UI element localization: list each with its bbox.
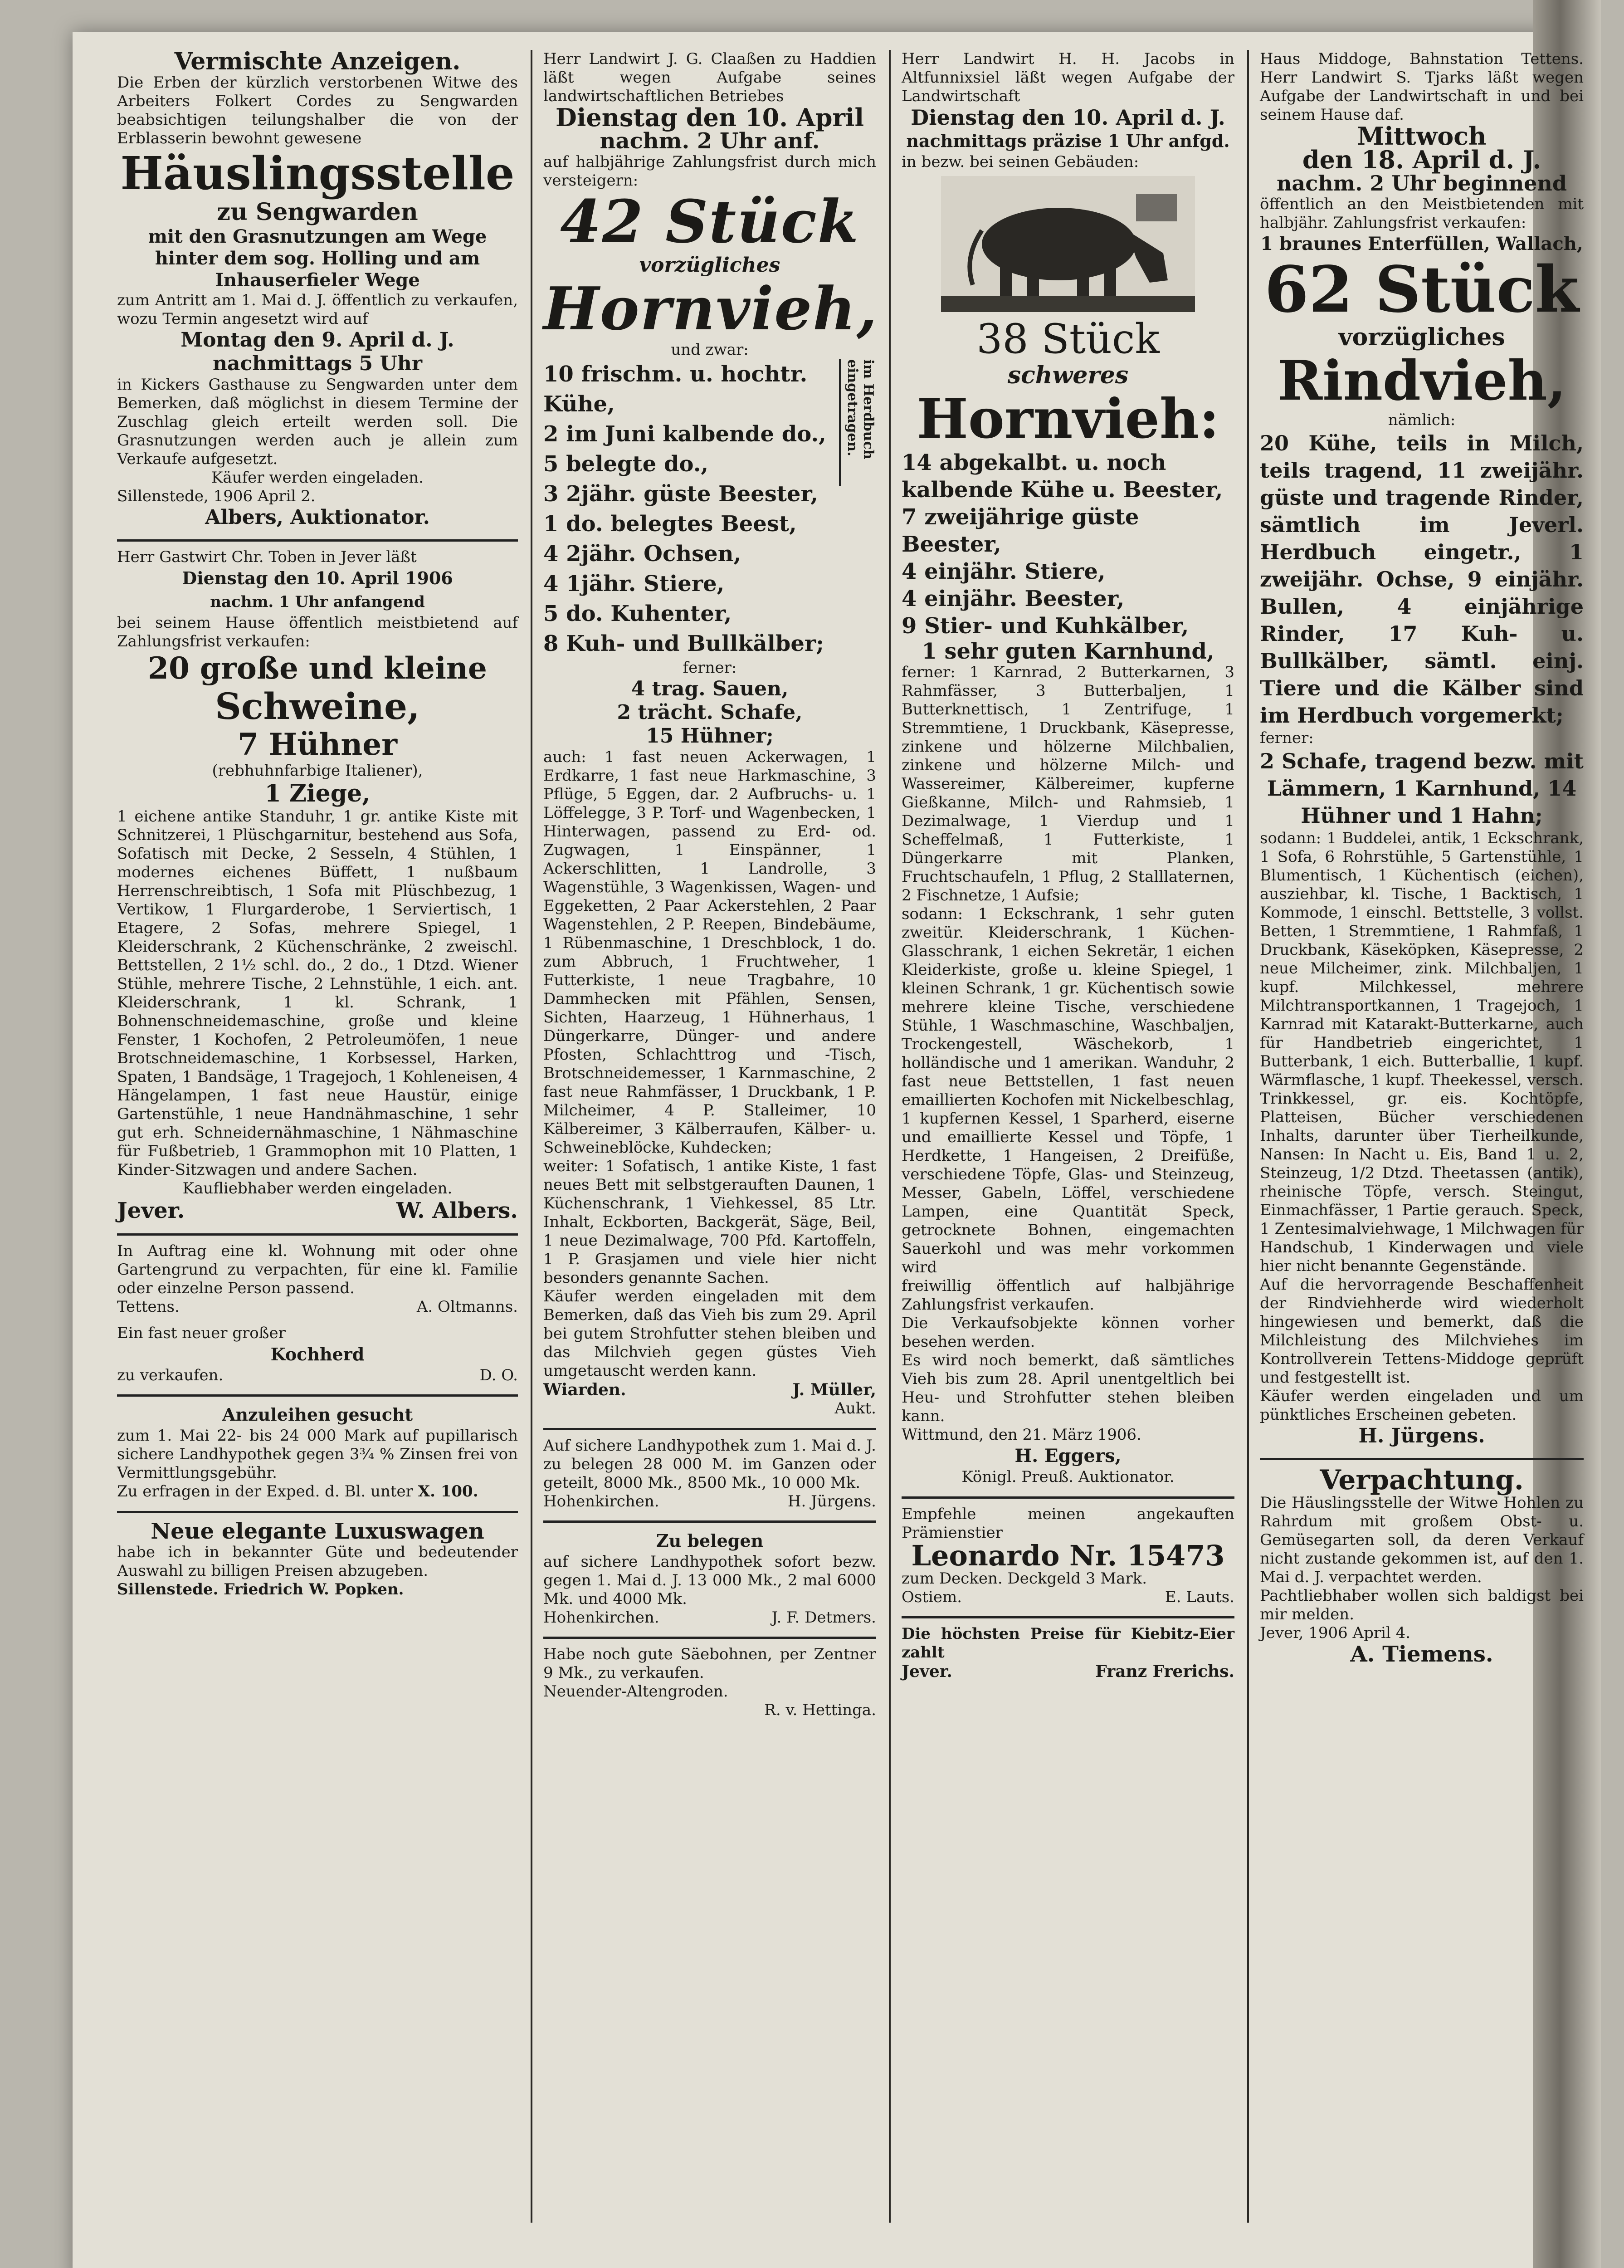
ad-luxuswagen	[117, 1520, 518, 1599]
livestock-list	[543, 359, 834, 659]
ad-subtitle-2: mit den Grasnutzungen am Wege hinter dem sog. Holling und am Inhauserfieler Wege	[148, 226, 487, 291]
ad-signature	[117, 1198, 518, 1223]
column-2	[531, 50, 889, 2223]
ad-body-5: Es wird noch bemerkt, daß sämtliches Vieh bis zum 28. April unentgeltlich bei Heu- und Strohfutter stehen bleiben kann.	[902, 1351, 1234, 1425]
ad-big-1: 62 Stück	[1264, 253, 1579, 327]
advert-columns	[104, 50, 1587, 2223]
divider	[543, 1428, 876, 1430]
ad-intro: Herr Gastwirt Chr. Toben in Jever läßt	[117, 548, 417, 566]
livestock-list-2: 2 Schafe, tragend bezw. mit Lämmern, 1 Karnhund, 14 Hühner und 1 Hahn;	[1260, 749, 1584, 828]
ad-saeebohnen	[543, 1645, 876, 1720]
ad-horse: 1 braunes Enterfüllen, Wallach,	[1260, 233, 1583, 254]
ad-text-2	[117, 1482, 518, 1501]
ad-toben-auction	[117, 548, 518, 1223]
list-item: 9 Stier- und Kuhkälber,	[902, 613, 1189, 639]
ad-place: Wittmund, den 21. März 1906.	[902, 1426, 1141, 1444]
livestock-list	[902, 449, 1234, 640]
ad-wohnung	[117, 1242, 518, 1316]
ad-text: habe ich in bekannter Güte und bedeutender Auswahl zu billigen Preisen abzugeben.	[117, 1543, 518, 1580]
ad-text: auf sichere Landhypothek sofort bezw. gegen 1. Mai d. J. 13 000 Mk., 2 mal 6000 Mk. und 4000 Mk.	[543, 1553, 876, 1608]
divider	[117, 1394, 518, 1397]
herdbook-note: im Herdbuch eingetragen.	[839, 359, 876, 486]
ad-big-1: 38 Stück	[976, 315, 1160, 363]
ad-signer: W. Albers.	[396, 1198, 518, 1223]
ad-title: Leonardo Nr. 15473	[911, 1539, 1225, 1572]
ad-place: Neuender-Altengroden.	[543, 1682, 728, 1701]
ad-signature	[117, 1366, 518, 1384]
ad-date: Dienstag den 10. April d. J.	[911, 105, 1225, 130]
divider	[117, 1233, 518, 1236]
ad-signer: D. O.	[479, 1366, 518, 1384]
ad-signature	[902, 1662, 1234, 1681]
ad-ferner: ferner:	[1260, 729, 1314, 747]
ad-time: nachm. 2 Uhr anf.	[600, 128, 820, 154]
list-item: 5 do. Kuhenter,	[543, 601, 732, 626]
ad-praemienstier	[902, 1505, 1234, 1606]
ad-body: 1 eichene antike Standuhr, 1 gr. antike Kiste mit Schnitzerei, 1 Plüschgarnitur, bestehend aus Sofa, Sofatisch mit Decke, 2 Sesseln, 4 Stühlen, 1 modernes eichenes Büffett, 1 nußbaum Herrenschreibtisch, 1 Sofa mit Plüschbezug, 1 Vertikow, 1 Flurgarderobe, 1 Serviertisch, 1 Etagere, 2 Sofas, mehrere Spiegel, 1 Kleiderschrank, 2 Küchenschränke, 2 zweischl. Bettstellen, 2 1½ schl. do., 2 do., 1 Dtzd. Wiener Stühle, mehrere Tische, 2 Lehnstühle, 1 eich. ant. Kleiderschrank, 1 kl. Schrank, 1 Bohnenschneidemaschine, große und kleine Fenster, 1 Kochofen, 2 Petroleumöfen, 1 neue Brotschneidemaschine, 1 Korbsessel, Harken, Spaten, 1 Bandsäge, 1 Tragejoch, 1 Kohleneisen, 4 Hängelampen, 1 fast neue Haustür, einige Gartenstühle, 1 neue Handnähmaschine, 1 sehr gut erh. Schneidernähmaschine, 1 Nähmaschine für Fußbetrieb, 1 Grammophon mit 10 Platten, 1 Kinder-Sitzwagen und andere Sachen.	[117, 807, 518, 1179]
ad-text: Habe noch gute Säebohnen, per Zentner 9 Mk., zu verkaufen.	[543, 1645, 876, 1682]
ad-big-2: vorzügliches	[1338, 323, 1505, 351]
ad-subtitle: zu Sengwarden	[217, 198, 418, 226]
ad-signer: H. Jürgens.	[787, 1492, 876, 1510]
ad-signer: A. Tiemens.	[1350, 1642, 1493, 1667]
ad-big-3: Rindvieh,	[1277, 349, 1566, 413]
ad-text: zum 1. Mai 22- bis 24 000 Mark auf pupillarisch sichere Landhypothek gegen 3¾ % Zinsen frei von Vermittlungsgebühr.	[117, 1427, 518, 1482]
ad-text-3: Kaufliebhaber werden eingeladen.	[182, 1179, 453, 1198]
ad-verpachtung	[1260, 1466, 1584, 1666]
ad-anzuleihen	[117, 1403, 518, 1501]
ad-naemlich: nämlich:	[1388, 411, 1456, 429]
ad-text-2: zu verkaufen.	[117, 1366, 224, 1384]
ad-intro: Haus Middoge, Bahnstation Tettens. Herr Landwirt S. Tjarks läßt wegen Aufgabe der Landwirtschaft in und bei seinem Hause daf.	[1260, 50, 1584, 124]
list-item: 1 do. belegtes Beest,	[543, 511, 797, 537]
ad-tjarks-auction	[1260, 50, 1584, 1448]
ad-body: auch: 1 fast neuen Ackerwagen, 1 Erdkarre, 1 fast neue Harkmaschine, 3 Pflüge, 5 Eggen, dar. 2 Aufbruchs- u. 1 Löffelegge, 3 P. Torf- und Wagenbecken, 1 Hinterwagen, passend zu Erd- od. Zugwagen, 1 Einspänner, 1 Ackerschlitten, 1 Landrolle, 3 Wagenstühle, 3 Wagenkissen, Wagen- und Eggeketten, 2 Paar Ackerstehlen, 2 Paar Wagenstehlen, 2 P. Reepen, Bindebäume, 1 Rübenmaschine, 1 Dreschblock, 1 do. zum Abbruch, 1 Fruchtweher, 1 Futterkiste, 1 neue Tragbahre, 10 Dammhecken mit Pfählen, Sensen, Sichten, Haarzeug, 1 Hühnerhaus, 1 Düngerkarre, Dünger- und andere Pfosten, Schlachttrog und -Tisch, Brotschneidemesser, 1 Karnmaschine, 2 fast neue Rahmfässer, 1 Druckbank, 1 P. Milcheimer, 4 P. Stalleimer, 10 Kälbereimer, 3 Kälberraufen, Kälber- u. Schweineblöcke, Kuhdecken;	[543, 748, 876, 1157]
ad-line-3b: (rebhuhnfarbige Italiener),	[212, 762, 423, 780]
ad-place: Jever.	[117, 1198, 185, 1223]
ad-text: In Auftrag eine kl. Wohnung mit oder ohne Gartengrund zu verpachten, für eine kl. Familie oder einzelne Person passend.	[117, 1242, 518, 1297]
ad-landhypothek	[543, 1437, 876, 1510]
ad-text: Die höchsten Preise für Kiebitz-Eier zahlt	[902, 1625, 1234, 1662]
divider	[902, 1616, 1234, 1618]
list-item: 4 2jähr. Ochsen,	[543, 541, 741, 567]
ad-text-2: zum Decken. Deckgeld 3 Mark.	[902, 1569, 1147, 1588]
ad-jacobs-auction	[902, 50, 1234, 1486]
divider	[117, 1511, 518, 1513]
ad-body-3: freiwillig öffentlich auf halbjährige Zahlungsfrist verkaufen.	[902, 1277, 1234, 1314]
ad-text: in bezw. bei seinen Gebäuden:	[902, 153, 1139, 171]
ad-place: Wiarden.	[543, 1380, 626, 1399]
ad-body: ferner: 1 Karnrad, 2 Butterkarnen, 3 Rahmfässer, 3 Butterbaljen, 1 Butterknettisch, 1 Zentrifuge, 1 Stremmtiene, 1 Druckbank, Käsepresse, zinkene und hölzerne Milchbalien, zinkene und hölzerne Milch- und Wassereimer, Kälbereimer, kupferne Gießkanne, Milch- und Rahmsieb, 1 Dezimalwage, 1 Vierdup und 1 Scheffelmaß, 1 Futterkiste, 1 Düngerkarre mit Planken, Fruchtschaufeln, 1 Pflug, 2 Stalllaternen, 2 Fischnetze, 1 Aufsie;	[902, 663, 1234, 904]
ad-date-2: den 18. April d. J.	[1302, 145, 1541, 174]
ad-signer: H. Jürgens.	[1358, 1424, 1485, 1447]
divider	[543, 1637, 876, 1639]
ad-kochherd	[117, 1324, 518, 1384]
ad-body-2: weiter: 1 Sofatisch, 1 antike Kiste, 1 fast neues Bett mit selbstgerauften Daunen, 1 Küchenschrank, 1 Viehkessel, 85 Ltr. Inhalt, Eckborten, Backgerät, Säge, Beil, 1 neue Dezimalwage, 700 Pfd. Kartoffeln, 1 P. Grasjamen und viele hier nicht besonders genannte Sachen.	[543, 1157, 876, 1287]
ad-signer: J. Müller,	[792, 1380, 876, 1399]
ad-big-3: Hornvieh:	[917, 387, 1219, 451]
ad-text: auf halbjährige Zahlungsfrist durch mich versteigern:	[543, 153, 876, 190]
ad-line-2: Schweine,	[215, 685, 420, 728]
divider	[1260, 1458, 1584, 1460]
ad-place: Sillenstede, 1906 April 2.	[117, 487, 316, 505]
ad-text: Auf sichere Landhypothek zum 1. Mai d. J. zu belegen 28 000 M. im Ganzen oder geteilt, 8000 Mk., 8500 Mk., 10 000 Mk.	[543, 1437, 876, 1492]
ad-signer: H. Eggers,	[1014, 1445, 1122, 1466]
ad-haeuslingsstelle-sengwarden	[117, 50, 518, 529]
divider	[543, 1520, 876, 1523]
ad-signer-2: Aukt.	[834, 1399, 876, 1418]
ad-big-2: vorzügliches	[639, 254, 780, 277]
ad-signer: Sillenstede. Friedrich W. Popken.	[117, 1580, 404, 1598]
ad-place: Hohenkirchen.	[543, 1492, 659, 1510]
list-item: 15 Hühner;	[646, 724, 774, 748]
ad-signer: E. Lauts.	[1165, 1588, 1234, 1606]
list-item: 5 belegte do.,	[543, 451, 709, 477]
ad-text-3: Käufer werden eingeladen.	[211, 469, 424, 487]
ad-text: Ein fast neuer großer	[117, 1324, 286, 1342]
ad-text: öffentlich an den Meistbietenden mit halbjähr. Zahlungsfrist verkaufen:	[1260, 195, 1584, 232]
divider	[902, 1496, 1234, 1499]
ad-line-4: 1 Ziege,	[264, 780, 371, 807]
ad-kiebitzeier	[902, 1625, 1234, 1681]
ad-signer: Albers, Auktionator.	[205, 506, 430, 529]
ad-text-2: in Kickers Gasthause zu Sengwarden unter dem Bemerken, daß möglichst in diesem Termine der Zuschlag gleich erteilt werden soll. Die Grasnutzungen werden auch je allein zum Verkaufe aufgesetzt.	[117, 376, 518, 468]
ad-line-1: 20 große und kleine	[148, 650, 487, 686]
ad-intro: Die Erben der kürzlich verstorbenen Witwe des Arbeiters Folkert Cordes zu Sengwarden beabsichtigen teilungshalber die von der Erblasserin bewohnt gewesene	[117, 73, 518, 147]
ad-date: Dienstag den 10. April	[556, 103, 864, 132]
ad-dog: 1 sehr guten Karnhund,	[922, 639, 1214, 664]
list-item: 4 einjähr. Stiere,	[902, 559, 1106, 584]
divider	[117, 539, 518, 542]
ad-title: Zu belegen	[656, 1530, 764, 1551]
ad-text: Die Häuslingsstelle der Witwe Hohlen zu Rahrdum mit großem Obst- u. Gemüsegarten soll, da deren Verkauf nicht zustande gekommen ist, auf den 1. Mai d. J. verpachtet werden.	[1260, 1494, 1584, 1586]
list-item: 8 Kuh- und Bullkälber;	[543, 631, 824, 656]
ad-body-3: Käufer werden eingeladen mit dem Bemerken, daß das Vieh bis zum 29. April bei gutem Strohfutter stehen bleiben und das Milchvieh gegen güstes Vieh umgetauscht werden kann.	[543, 1287, 876, 1380]
ad-title: Kochherd	[270, 1344, 365, 1364]
ad-signer: A. Oltmanns.	[416, 1298, 518, 1316]
ad-time: nachm. 1 Uhr anfangend	[210, 593, 425, 611]
ad-signature	[902, 1588, 1234, 1606]
ad-body-3: Käufer werden eingeladen und um pünktliches Erscheinen gebeten.	[1260, 1387, 1584, 1424]
ad-intro: Herr Landwirt H. H. Jacobs in Altfunnixsiel läßt wegen Aufgabe der Landwirtschaft	[902, 50, 1234, 105]
list-item: 4 1jähr. Stiere,	[543, 571, 725, 596]
ad-text: bei seinem Hause öffentlich meistbietend auf Zahlungsfrist verkaufen:	[117, 614, 518, 650]
ad-signer: Franz Frerichs.	[1095, 1662, 1234, 1681]
list-item: 14 abgekalbt. u. noch kalbende Kühe u. Beester,	[902, 450, 1223, 503]
ad-signer: J. F. Detmers.	[771, 1608, 876, 1627]
ad-title: Anzuleihen gesucht	[222, 1404, 413, 1425]
ad-text-2-label: Zu erfragen in der Exped. d. Bl. unter	[117, 1482, 413, 1501]
ad-body-2: Auf die hervorragende Beschaffenheit der Rindviehherde wird wiederholt hingewiesen und bemerkt, daß die Milchleistung des Milchviehes im Kontrollverein Tettens-Middoge geprüft und festgestellt ist.	[1260, 1276, 1584, 1387]
ad-body-2: sodann: 1 Eckschrank, 1 sehr guten zweitür. Kleiderschrank, 1 Küchen-Glasschrank, 1 eichen Sekretär, 1 eichen Kleiderkiste, große u. kleine Spiegel, 1 kleinen Schrank, 1 gr. Küchentisch sowie mehrere kleine Tische, verschiedene Stühle, 1 Waschmaschine, Waschbaljen, Trockengestell, Wäschekorb, 1 holländische und 1 amerikan. Wanduhr, 2 fast neue Bettstellen, 1 fast neuen emaillierten Kochofen mit Nickelbeschlag, 1 kupfernen Kessel, 1 Sparherd, eiserne und emaillierte Kessel und Töpfe, 1 Herdkette, 1 Hangeisen, 2 Dreifüße, verschiedene Töpfe, Glas- und Steinzeug, Messer, Gabeln, Löffel, verschiedene Lampen, eine Quantität Speck, getrocknete Bohnen, eingemachten Sauerkohl und was mehr vorkommen wird	[902, 905, 1234, 1276]
ad-place: Jever, 1906 April 4.	[1260, 1624, 1411, 1642]
ad-time: nachm. 2 Uhr beginnend	[1276, 171, 1567, 196]
ad-date-1: Mittwoch	[1357, 122, 1487, 151]
list-item: 4 einjähr. Beester,	[902, 586, 1125, 611]
list-item: 2 im Juni kalbende do.,	[543, 421, 826, 447]
ad-text: Empfehle meinen angekauften Prämienstier	[902, 1505, 1234, 1542]
cow-illustration	[941, 176, 1195, 312]
list-item: 4 trag. Sauen,	[631, 677, 789, 700]
ad-big-3: Hornvieh,	[543, 274, 878, 343]
livestock-block	[543, 359, 876, 659]
list-item: 2 trächt. Schafe,	[617, 701, 803, 724]
ad-body: sodann: 1 Buddelei, antik, 1 Eckschrank, 1 Sofa, 6 Rohrstühle, 5 Gartenstühle, 1 Blumentisch, 1 Küchentisch (eichen), ausziehbar, kl. Tische, 1 Backtisch, 1 Kommode, 1 einschl. Bettstelle, 3 vollst. Betten, 1 Stremmtiene, 1 Rahmfaß, 1 Druckbank, Käseköpken, Käsepresse, 2 neue Milcheimer, zink. Milchbaljen, 1 kupf. Milchkessel, mehrere Milchtransportkannen, 1 Tragejoch, 1 Karnrad mit Katarakt-Butterkarne, auch für Handbetrieb eingerichtet, 1 Butterbank, 1 eich. Butterballie, 1 kupf. Wärmflasche, 1 kupf. Theekessel, versch. Trinkkessel, gr. eis. Kochtöpfe, Platteisen, Bücher verschiedenen Inhalts, darunter über Tierheilkunde, Nansen: In Nacht u. Eis, Band 1 u. 2, Steinzeug, 1/2 Dtzd. Theetassen (antik), rheinische Töpfe, versch. Steingut, Einmachfässer, 1 Partie gerauch. Speck, 1 Zentesimalviehwage, 1 Milchwagen für Handschub, 1 Kinderwagen und viele hier nicht benannte Gegenstände.	[1260, 829, 1584, 1275]
ad-text-2: Pachtliebhaber wollen sich baldigst bei mir melden.	[1260, 1587, 1584, 1623]
ad-signature	[117, 1298, 518, 1316]
ad-signature	[543, 1380, 876, 1399]
ad-body-4: Die Verkaufsobjekte können vorher besehen werden.	[902, 1314, 1234, 1351]
ad-date: Dienstag den 10. April 1906	[182, 568, 453, 588]
section-heading: Vermischte Anzeigen.	[174, 50, 461, 75]
ad-place: Jever.	[902, 1662, 952, 1681]
ad-signature	[543, 1492, 876, 1510]
ad-signer: R. v. Hettinga.	[764, 1701, 876, 1719]
ad-title: Häuslingsstelle	[120, 147, 515, 200]
ad-signature	[543, 1608, 876, 1627]
ad-place: Ostiem.	[902, 1588, 962, 1606]
ad-time: nachmittags präzise 1 Uhr anfgd.	[906, 131, 1230, 151]
ad-intro: Herr Landwirt J. G. Claaßen zu Haddien läßt wegen Aufgabe seines landwirtschaftlichen Betriebes	[543, 50, 876, 105]
column-3	[889, 50, 1247, 2223]
ad-big-2: schweres	[1007, 362, 1129, 389]
ad-text: zum Antritt am 1. Mai d. J. öffentlich zu verkaufen, wozu Termin angesetzt wird auf	[117, 291, 518, 328]
livestock-list: 20 Kühe, teils in Milch, teils tragend, 11 zweijähr. güste und tragende Rinder, sämtlich im Jeverl. Herdbuch eingetr., 1 zweijähr. Ochse, 9 einjähr. Bullen, 4 einjährige Rinder, 17 Kuh- u. Bullkälber, sämtl. einj. Tiere und die Kälber sind im Herdbuch vorgemerkt;	[1260, 431, 1584, 728]
column-1	[104, 50, 531, 2223]
ad-time: nachmittags 5 Uhr	[212, 352, 423, 375]
ad-place: Hohenkirchen.	[543, 1608, 659, 1627]
ad-place: Tettens.	[117, 1298, 180, 1316]
ad-date: Montag den 9. April d. J.	[180, 328, 454, 352]
column-4	[1247, 50, 1596, 2223]
ad-title: Neue elegante Luxuswagen	[151, 1519, 484, 1544]
list-item: 7 zweijährige güste Beester,	[902, 504, 1139, 557]
list-item: 10 frischm. u. hochtr. Kühe,	[543, 362, 808, 417]
ad-claassen-auction	[543, 50, 876, 1418]
ad-signer-2: Königl. Preuß. Auktionator.	[961, 1468, 1175, 1486]
ad-code: X. 100.	[418, 1482, 478, 1501]
ad-line-3: 7 Hühner	[238, 727, 397, 762]
ad-und-zwar: und zwar:	[671, 341, 749, 359]
ad-ferner: ferner:	[683, 659, 737, 677]
ad-big-1: 42 Stück	[560, 187, 859, 256]
ad-title: Verpachtung.	[1320, 1464, 1524, 1496]
ad-zu-belegen	[543, 1529, 876, 1627]
list-item: 3 2jähr. güste Beester,	[543, 481, 818, 507]
